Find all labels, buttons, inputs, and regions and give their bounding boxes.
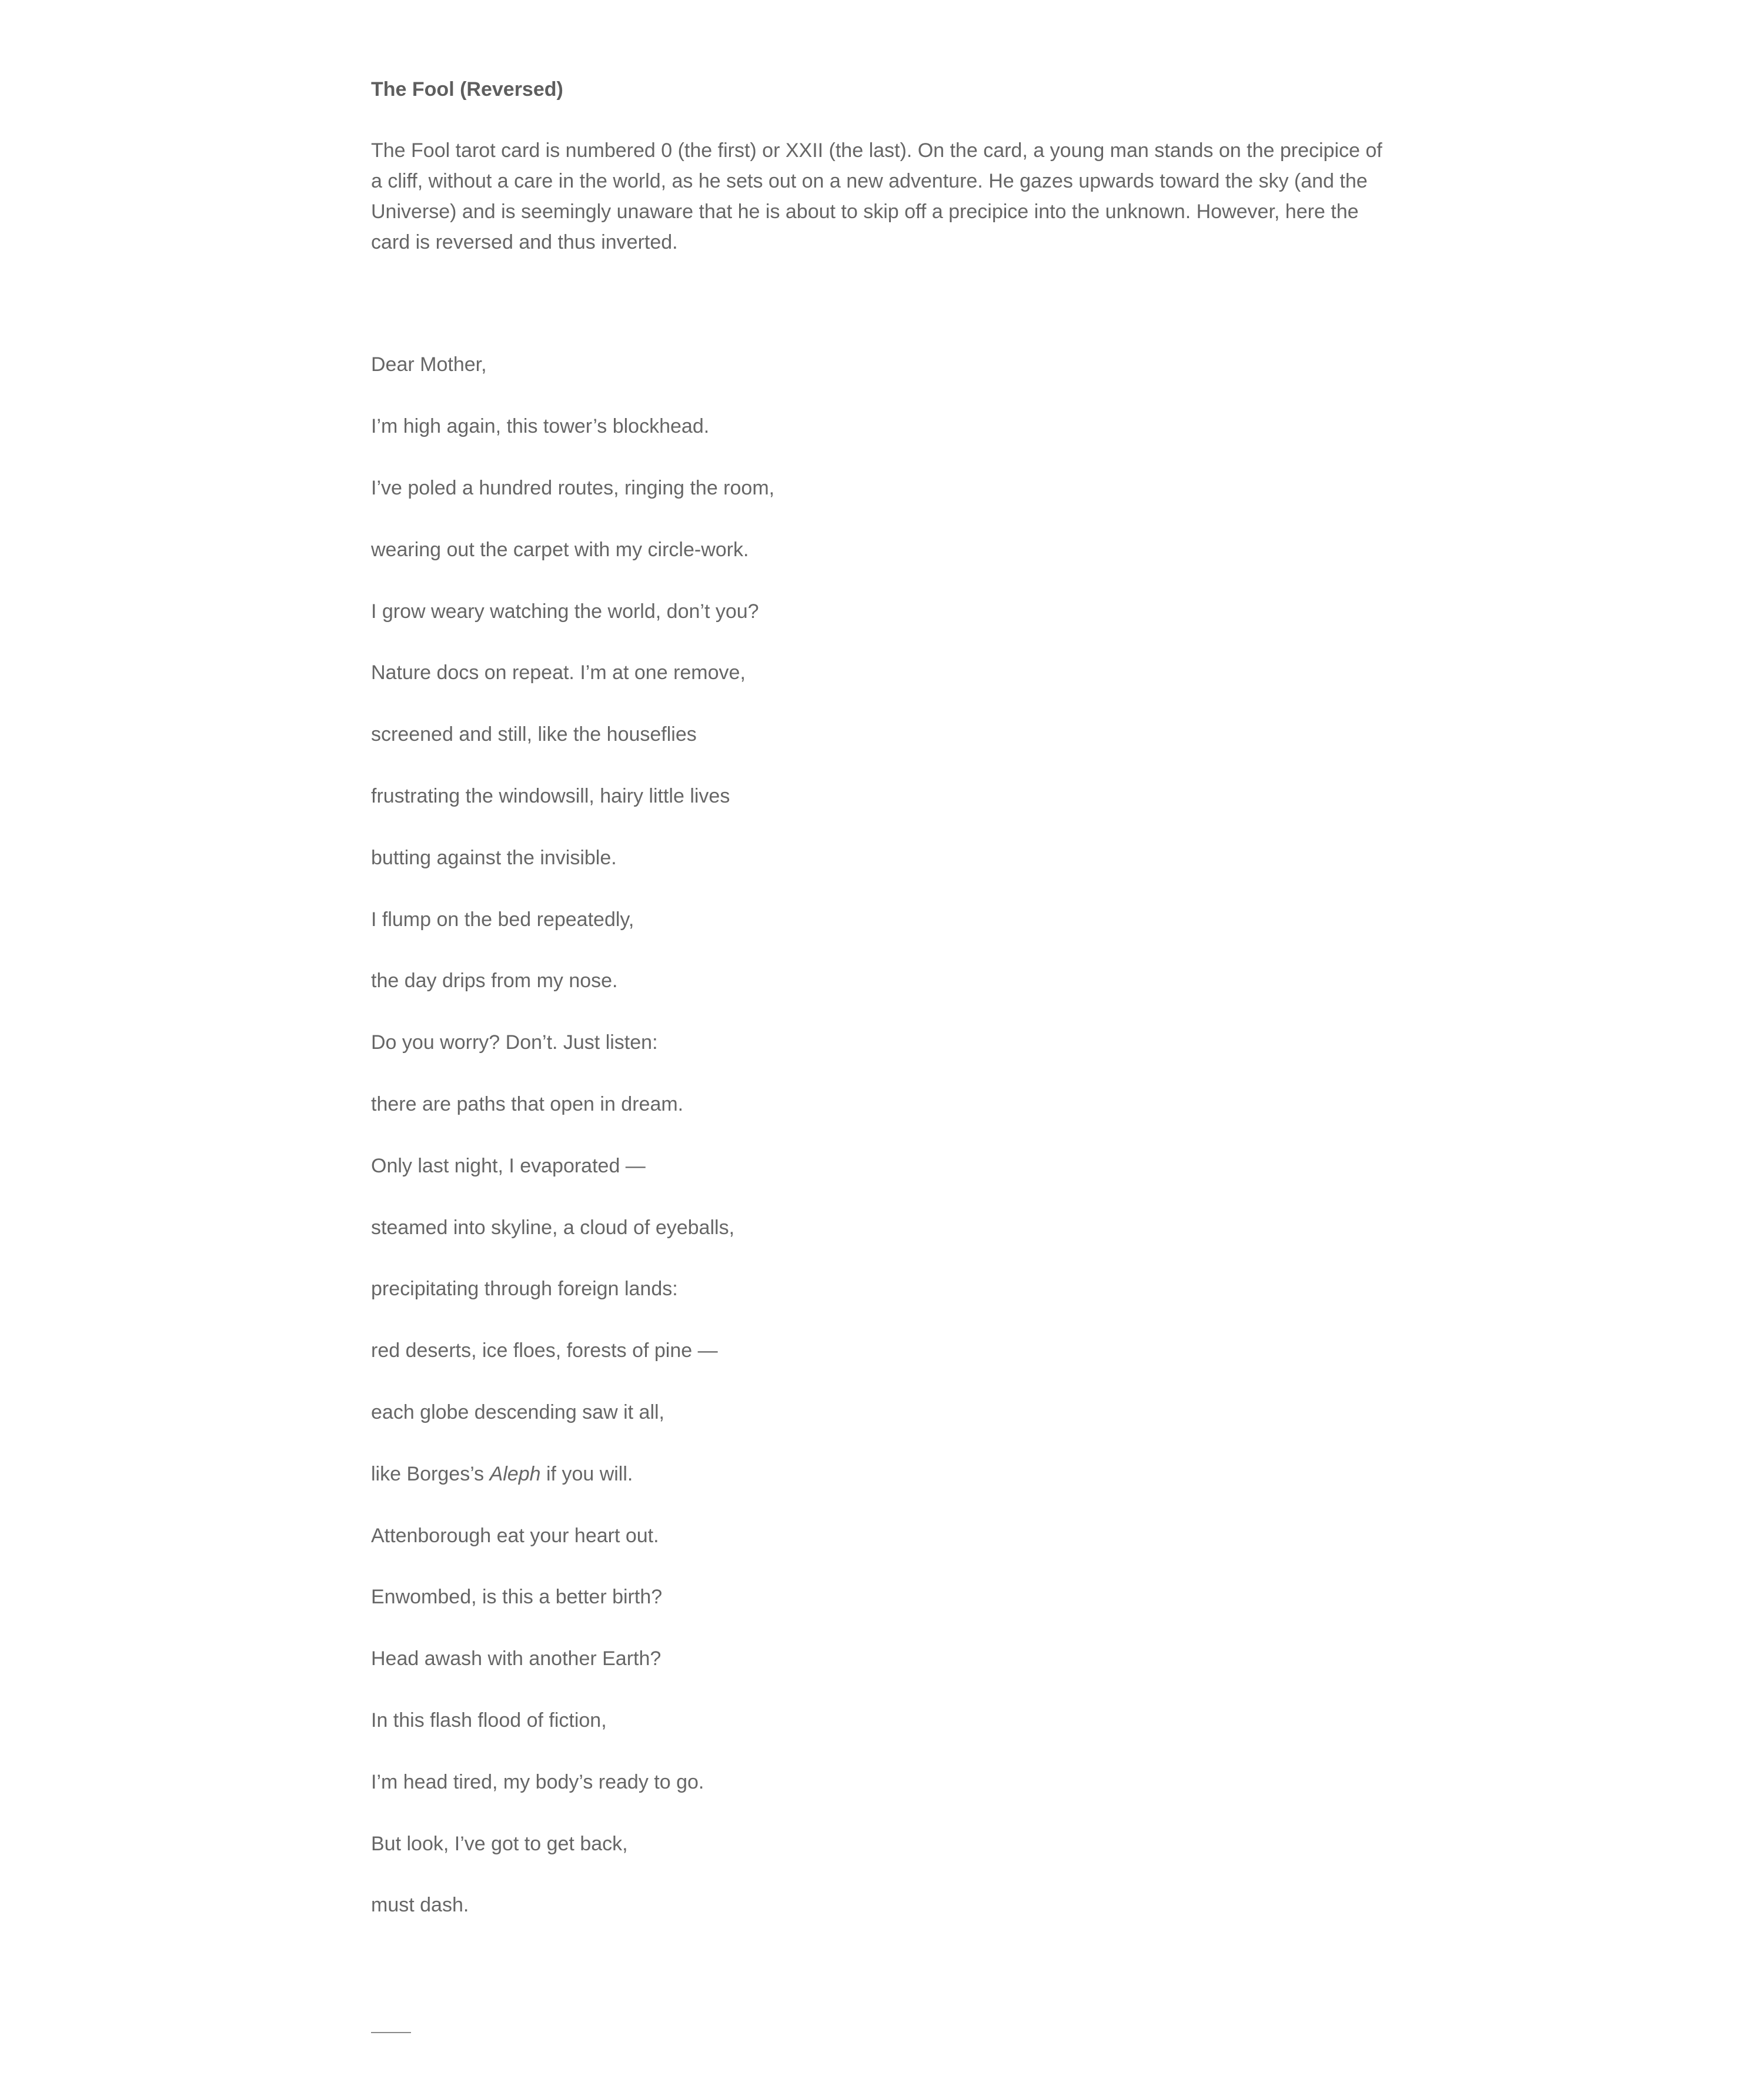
intro-paragraph: The Fool tarot card is numbered 0 (the first) or XXII (the last). On the card, a young man stands on the precipice of a cliff, without a care in the world, as he sets out on a new adventure. He gazes upwards toward the sky (and the Universe) and is seemingly unaware that he is about to skip off a precipice into the unknown. However, here the card is reversed and thus inverted. <box>371 139 1382 253</box>
poem-line: steamed into skyline, a cloud of eyeballs, <box>371 1216 735 1239</box>
article-title: The Fool (Reversed) <box>371 78 563 101</box>
poem-line: In this flash flood of fiction, <box>371 1709 607 1732</box>
aleph-line-after: if you will. <box>540 1463 633 1485</box>
poem-line: the day drips from my nose. <box>371 970 618 992</box>
poem-line: Do you worry? Don’t. Just listen: <box>371 1031 658 1054</box>
poem-line: there are paths that open in dream. <box>371 1093 684 1115</box>
aleph-title: Aleph <box>489 1463 541 1485</box>
poem-line: frustrating the windowsill, hairy little lives <box>371 785 730 807</box>
poem-line: Attenborough eat your heart out. <box>371 1525 659 1547</box>
poem-line: screened and still, like the houseflies <box>371 723 697 746</box>
poem-line: precipitating through foreign lands: <box>371 1278 678 1300</box>
poem-line: Head awash with another Earth? <box>371 1647 662 1670</box>
poem-line: each globe descending saw it all, <box>371 1401 664 1423</box>
poem-line: I’ve poled a hundred routes, ringing the room, <box>371 477 775 499</box>
poem-line: Enwombed, is this a better birth? <box>371 1586 663 1608</box>
poem-line-aleph <box>371 1459 633 1489</box>
poem-line: I’m head tired, my body’s ready to go. <box>371 1771 704 1793</box>
poem-line: red deserts, ice floes, forests of pine — <box>371 1339 718 1362</box>
poem-line: But look, I’ve got to get back, <box>371 1833 628 1855</box>
poem-line: Only last night, I evaporated — <box>371 1155 646 1177</box>
poem-greeting: Dear Mother, <box>371 353 487 376</box>
aleph-line-before: like Borges’s <box>371 1463 490 1485</box>
end-rule-divider <box>371 2032 411 2033</box>
poem-line: butting against the invisible. <box>371 847 617 869</box>
poem-line: must dash. <box>371 1894 469 1916</box>
poem-line: I’m high again, this tower’s blockhead. <box>371 415 710 437</box>
poem-line: wearing out the carpet with my circle-work. <box>371 539 749 561</box>
poem-line: I grow weary watching the world, don’t you? <box>371 600 759 623</box>
poem-line: I flump on the bed repeatedly, <box>371 908 634 931</box>
poem-line: Nature docs on repeat. I’m at one remove, <box>371 661 746 684</box>
